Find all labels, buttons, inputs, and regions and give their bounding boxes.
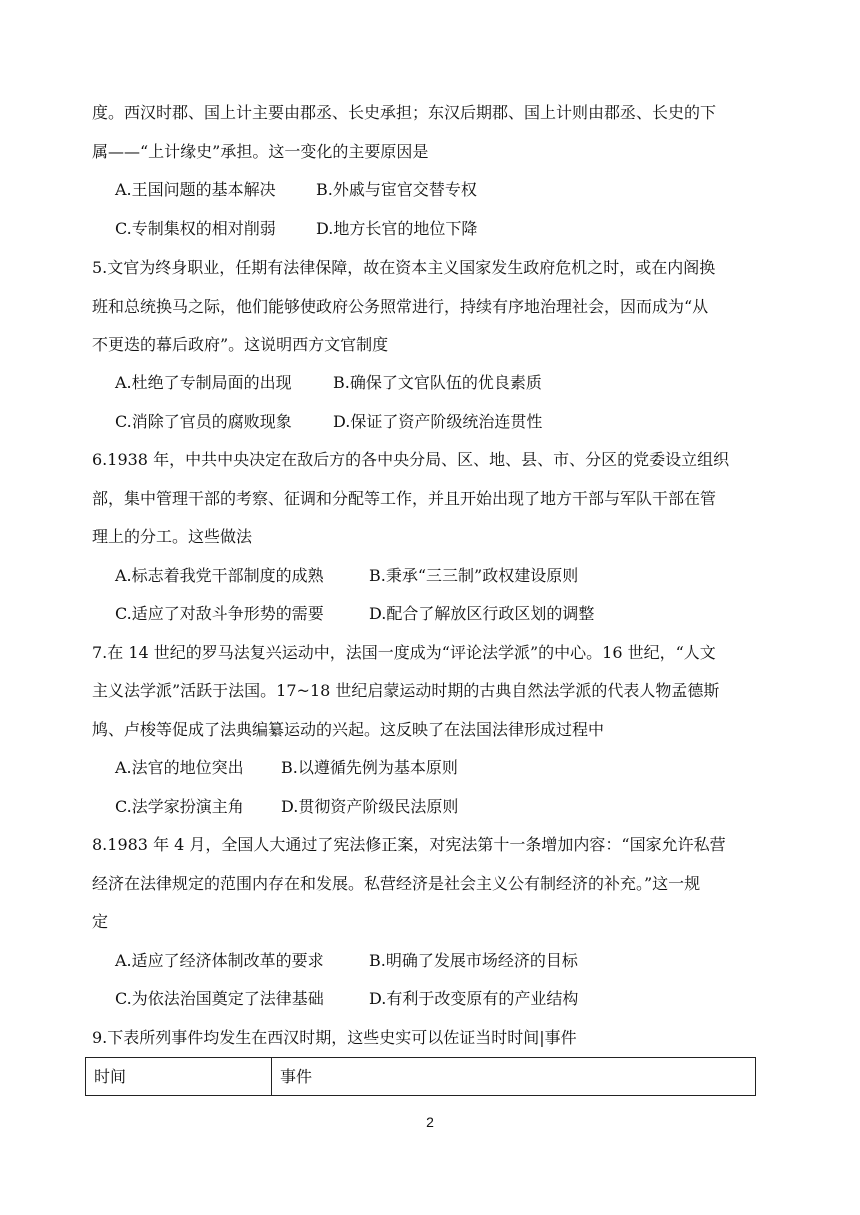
q7-option-b: B.以遵循先例为基本原则 — [281, 758, 458, 777]
q5-option-c: C.消除了官员的腐败现象 — [115, 412, 292, 431]
q8-option-a: A.适应了经济体制改革的要求 — [115, 951, 324, 970]
q4-option-d: D.地方长官的地位下降 — [316, 219, 478, 238]
q7-stem-line-2: 主义法学派”活跃于法国。17~18 世纪启蒙运动时期的古典自然法学派的代表人物孟德斯 — [92, 681, 720, 700]
page-number: 2 — [426, 1114, 434, 1130]
q5-stem-line-3: 不更迭的幕后政府”。这说明西方文官制度 — [92, 335, 389, 354]
q8-stem-line-3: 定 — [92, 912, 109, 931]
q8-option-d: D.有利于改变原有的产业结构 — [369, 989, 579, 1008]
q5-option-b: B.确保了文官队伍的优良素质 — [333, 373, 542, 392]
q6-option-a: A.标志着我党干部制度的成熟 — [115, 566, 324, 585]
q7-option-a: A.法官的地位突出 — [115, 758, 244, 777]
q6-option-b: B.秉承“三三制”政权建设原则 — [369, 566, 579, 585]
q4-stem-line-1: 度。西汉时郡、国上计主要由郡丞、长史承担；东汉后期郡、国上计则由郡丞、长史的下 — [92, 103, 717, 122]
q8-option-b: B.明确了发展市场经济的目标 — [369, 951, 578, 970]
q5-stem-line-1: 5.文官为终身职业，任期有法律保障，故在资本主义国家发生政府危机之时，或在内阁换 — [92, 258, 716, 277]
events-table — [85, 1057, 756, 1096]
q5-option-a: A.杜绝了专制局面的出现 — [115, 373, 292, 392]
q5-stem-line-2: 班和总统换马之际，他们能够使政府公务照常进行，持续有序地治理社会，因而成为“从 — [92, 297, 709, 316]
q8-stem-line-2: 经济在法律规定的范围内存在和发展。私营经济是社会主义公有制经济的补充。”这一规 — [92, 874, 701, 893]
q7-option-d: D.贯彻资产阶级民法原则 — [281, 797, 459, 816]
q7-option-c: C.法学家扮演主角 — [115, 797, 244, 816]
q4-option-a: A.王国问题的基本解决 — [115, 180, 276, 199]
table-header-event: 事件 — [280, 1067, 313, 1086]
q6-stem-line-3: 理上的分工。这些做法 — [92, 527, 253, 546]
q8-stem-line-1: 8.1983 年 4 月，全国人大通过了宪法修正案，对宪法第十一条增加内容：“国家允许私营 — [92, 835, 726, 854]
q4-option-c: C.专制集权的相对削弱 — [115, 219, 276, 238]
q5-option-d: D.保证了资产阶级统治连贯性 — [333, 412, 543, 431]
q7-stem-line-1: 7.在 14 世纪的罗马法复兴运动中，法国一度成为“评论法学派”的中心。16 世纪，“人文 — [92, 643, 716, 662]
table-header-time: 时间 — [86, 1058, 272, 1095]
q8-option-c: C.为依法治国奠定了法律基础 — [115, 989, 324, 1008]
q4-option-b: B.外戚与宦官交替专权 — [316, 180, 477, 199]
q7-stem-line-3: 鸠、卢梭等促成了法典编纂运动的兴起。这反映了在法国法律形成过程中 — [92, 720, 605, 739]
q6-option-c: C.适应了对敌斗争形势的需要 — [115, 604, 324, 623]
q6-option-d: D.配合了解放区行政区划的调整 — [369, 604, 595, 623]
q6-stem-line-1: 6.1938 年，中共中央决定在敌后方的各中央分局、区、地、县、市、分区的党委设立组织 — [92, 450, 730, 469]
q6-stem-line-2: 部，集中管理干部的考察、征调和分配等工作，并且开始出现了地方干部与军队干部在管 — [92, 489, 717, 508]
q9-stem-line-1: 9.下表所列事件均发生在西汉时期，这些史实可以佐证当时时间|事件 — [92, 1028, 577, 1047]
q4-stem-line-2: 属——“上计缘史”承担。这一变化的主要原因是 — [92, 142, 429, 161]
